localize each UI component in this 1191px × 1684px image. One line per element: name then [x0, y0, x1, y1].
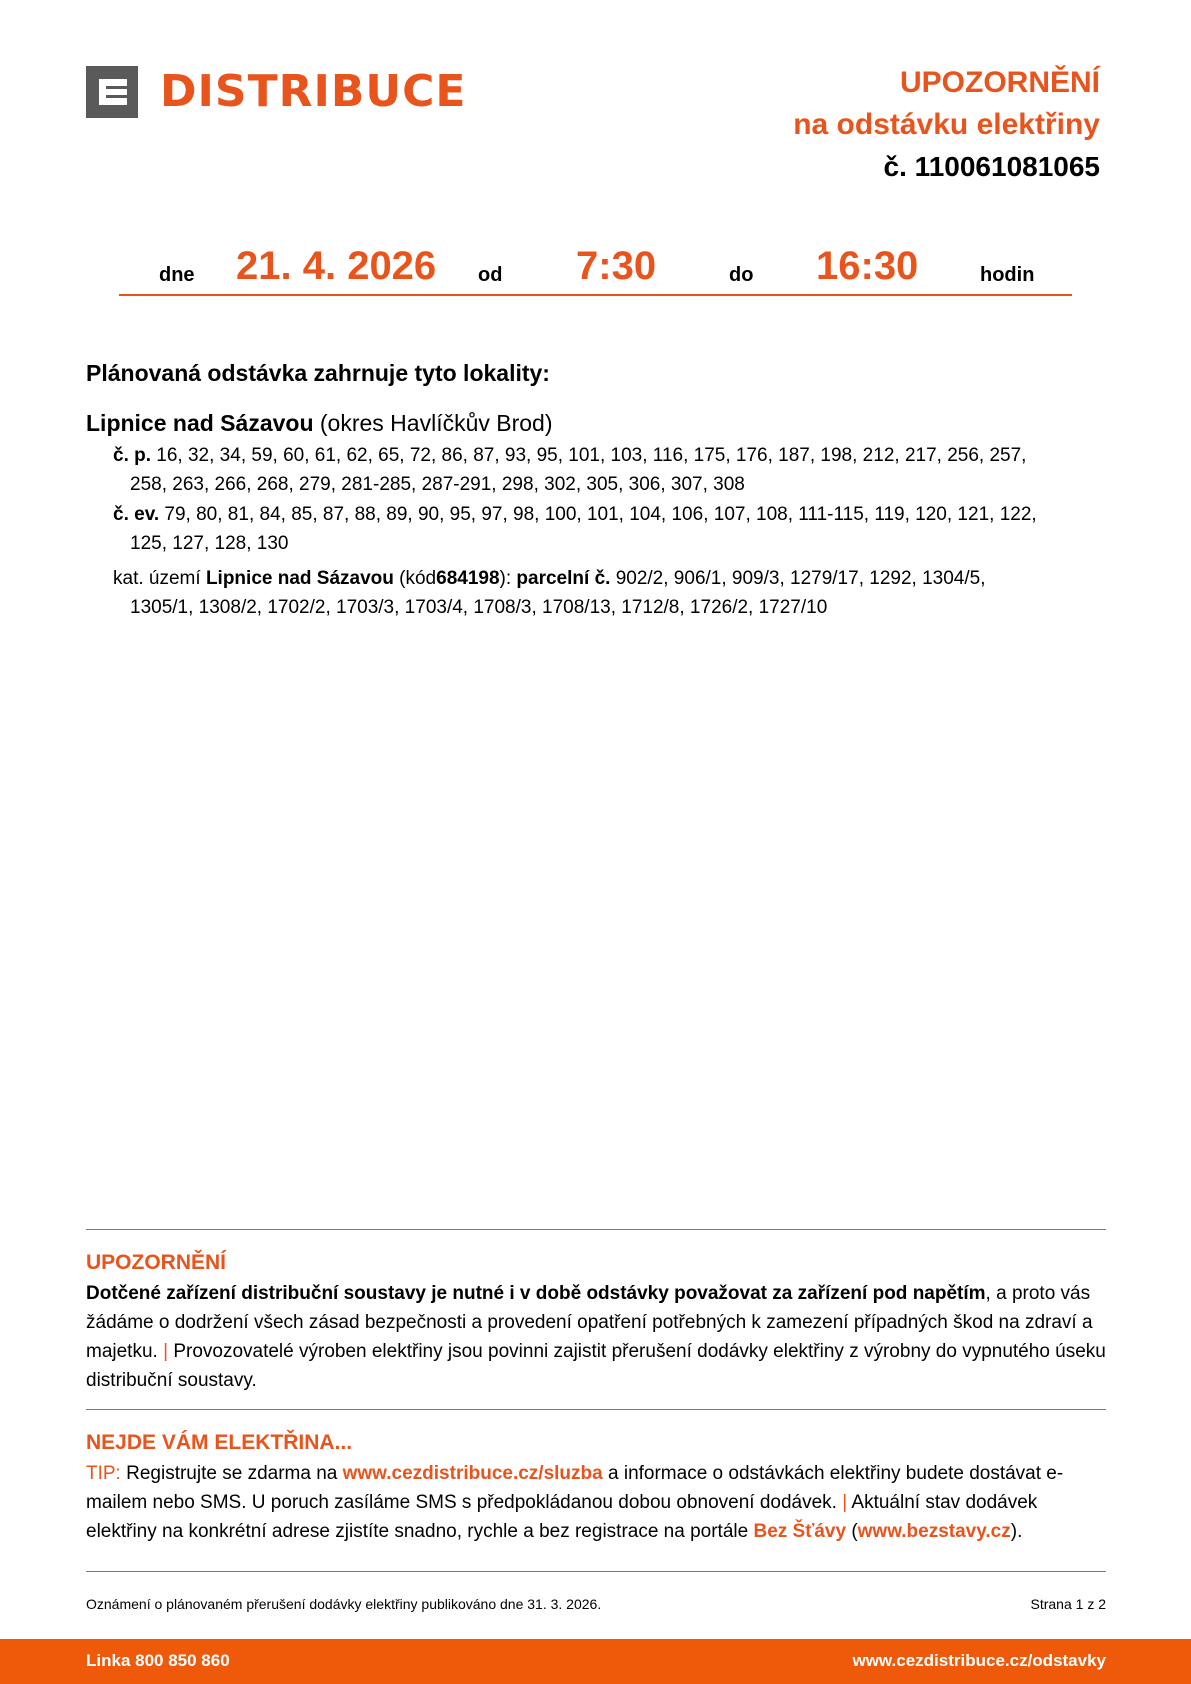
place-title	[86, 410, 553, 437]
registration-link[interactable]: www.cezdistribuce.cz/sluzba	[342, 1463, 603, 1484]
bezstavy-link[interactable]: www.bezstavy.cz	[857, 1521, 1011, 1542]
publication-note: Oznámení o plánovaném přerušení dodávky elektřiny publikováno dne 31. 3. 2026.	[86, 1596, 602, 1612]
cp-list-continued: 258, 263, 266, 268, 279, 281-285, 287-291, 298, 302, 305, 306, 307, 308	[130, 474, 745, 495]
tip-text-1: Registrujte se zdarma na	[126, 1463, 338, 1484]
outage-start-time: 7:30	[576, 244, 657, 288]
paren-open: (	[851, 1521, 858, 1542]
section-divider	[86, 1229, 1106, 1230]
ev-label: č. ev.	[113, 504, 160, 525]
cadastral-code-open: (kód	[399, 568, 437, 589]
warning-bold-text: Dotčené zařízení distribuční soustavy je nutné i v době odstávky považovat za zařízení pod napětím	[86, 1283, 986, 1304]
notice-number: č. 110061081065	[883, 151, 1100, 182]
place-name: Lipnice nad Sázavou	[86, 410, 314, 436]
parcel-label: parcelní č.	[516, 568, 611, 589]
notice-title: UPOZORNĚNÍ	[899, 66, 1100, 99]
cadastral-code-close: ):	[499, 568, 512, 589]
ev-list: 79, 80, 81, 84, 85, 87, 88, 89, 90, 95, 97, 98, 100, 101, 104, 106, 107, 108, 111-115, 119, 120, 121, 122,	[164, 504, 1037, 525]
hours-label: hodin	[980, 264, 1035, 286]
notice-header	[793, 62, 1100, 188]
cadastral-code: 684198	[436, 568, 500, 589]
tip-title: NEJDE VÁM ELEKTŘINA...	[86, 1431, 353, 1454]
locations-heading: Plánovaná odstávka zahrnuje tyto lokality:	[86, 360, 550, 386]
place-district: (okres Havlíčkův Brod)	[319, 410, 553, 436]
from-label: od	[478, 264, 503, 286]
date-label: dne	[159, 264, 195, 286]
cadastral-prefix: kat. území	[113, 568, 201, 589]
paren-close: ).	[1010, 1521, 1023, 1542]
warning-text-2: Provozovatelé výroben elektřiny jsou povinni zajistit přerušení dodávky elektřiny z výrobny do vypnutého úseku distribuční soustavy.	[86, 1341, 1106, 1391]
outage-date: 21. 4. 2026	[236, 244, 437, 288]
cp-list: 16, 32, 34, 59, 60, 61, 62, 65, 72, 86, 87, 93, 95, 101, 103, 116, 175, 176, 187, 198, 212, 217, 256, 257,	[156, 445, 1027, 466]
parcel-list: 902/2, 906/1, 909/3, 1279/17, 1292, 1304/5,	[615, 568, 986, 589]
house-numbers-block	[113, 441, 1103, 499]
warning-text	[86, 1279, 1111, 1395]
registry-numbers-block	[113, 500, 1103, 558]
tip-label: TIP:	[86, 1463, 121, 1484]
tip-text-2: a informace o odstávkách elektřiny budete dostávat e-mailem nebo SMS. U poruch zasíláme SMS s předpokládanou dobou obnovení dodávek.	[86, 1463, 1064, 1513]
warning-title: UPOZORNĚNÍ	[86, 1251, 227, 1274]
date-divider	[119, 294, 1072, 296]
warning-text-1: , a proto vás žádáme o dodržení všech zásad bezpečnosti a provedení opatření potřebných k zamezení případných škod na zdraví a majetku.	[86, 1283, 1093, 1362]
section-divider	[86, 1409, 1106, 1410]
outage-end-time: 16:30	[816, 244, 919, 288]
ev-list-continued: 125, 127, 128, 130	[130, 533, 289, 554]
notice-subtitle: na odstávku elektřiny	[793, 108, 1100, 141]
tip-text	[86, 1459, 1111, 1546]
portal-name: Bez Šťávy	[753, 1521, 847, 1542]
parcel-list-continued: 1305/1, 1308/2, 1702/2, 1703/3, 1703/4, 1708/3, 1708/13, 1712/8, 1726/2, 1727/10	[130, 597, 828, 618]
page-number: Strana 1 z 2	[1030, 1596, 1106, 1612]
outages-link[interactable]: www.cezdistribuce.cz/odstavky	[852, 1651, 1106, 1670]
tip-text-3: Aktuální stav dodávek elektřiny na konkrétní adrese zjistíte snadno, rychle a bez registrace na portále	[86, 1492, 1038, 1542]
separator: |	[163, 1341, 169, 1362]
cadastral-name: Lipnice nad Sázavou	[205, 568, 394, 589]
hotline: Linka 800 850 860	[86, 1651, 230, 1670]
cez-logo-icon	[86, 66, 138, 118]
brand-name: DISTRIBUCE	[160, 66, 467, 117]
cp-label: č. p.	[113, 445, 152, 466]
to-label: do	[729, 264, 754, 286]
separator: |	[842, 1492, 848, 1513]
parcel-block	[113, 564, 1103, 622]
section-divider	[86, 1571, 1106, 1572]
